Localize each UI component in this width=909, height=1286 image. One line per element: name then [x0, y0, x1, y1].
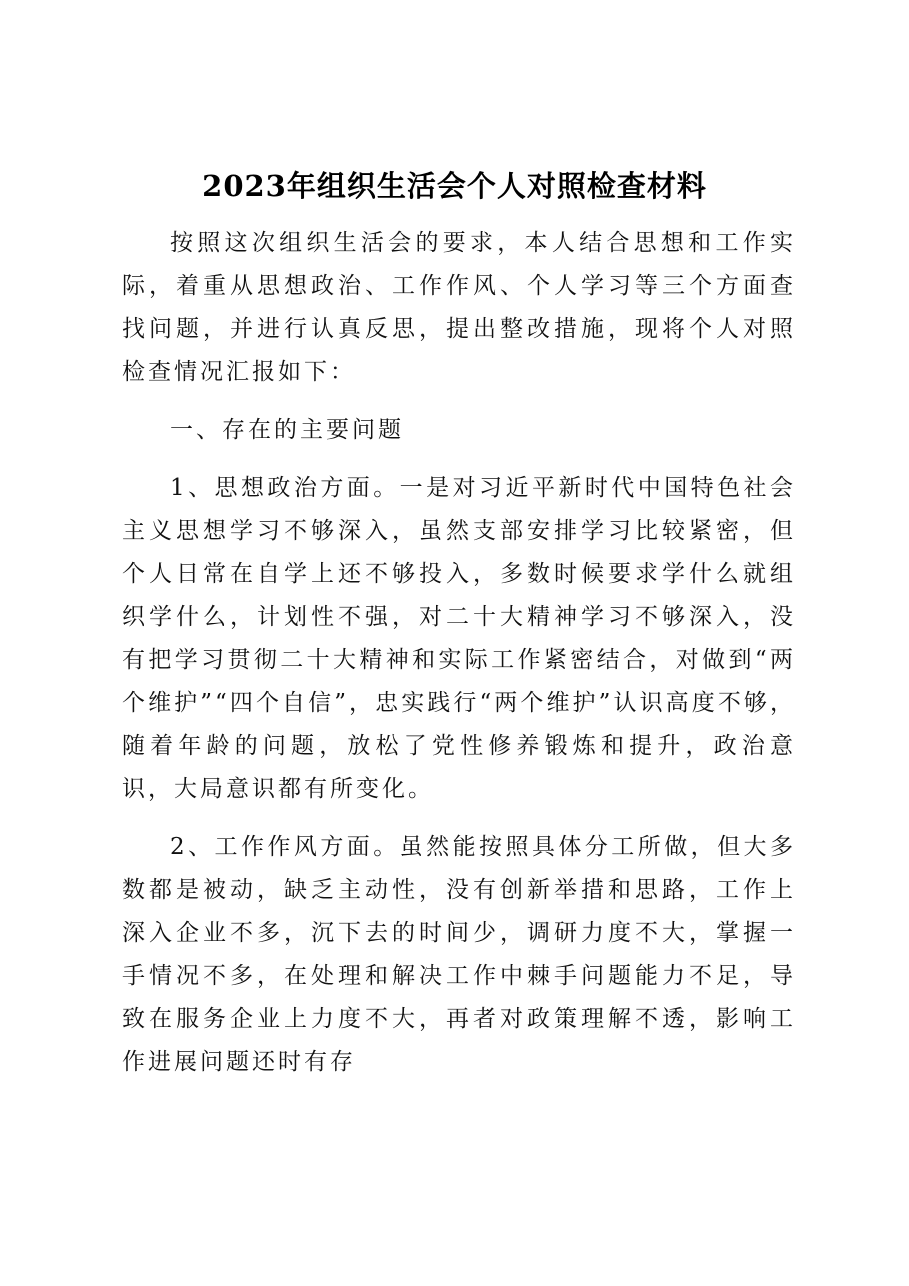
document-title: 2023年组织生活会个人对照检查材料	[202, 169, 707, 203]
section-heading: 一、存在的主要问题	[170, 417, 404, 443]
intro-paragraph: 按照这次组织生活会的要求，本人结合思想和工作实际，着重从思想政治、工作作风、个人学习等三个方面查找问题，并进行认真反思，提出整改措施，现将个人对照检查情况汇报如下：	[122, 230, 796, 385]
document-body	[122, 222, 796, 1084]
paragraph-gap	[122, 452, 796, 467]
paragraph-gap	[122, 394, 796, 409]
item-paragraph-1: 1、思想政治方面。一是对习近平新时代中国特色社会主义思想学习不够深入，虽然支部安排学习比较紧密，但个人日常在自学上还不够投入，多数时候要求学什么就组织学什么，计划性不强，对二十大精神学习不够深入，没有把学习贯彻二十大精神和实际工作紧密结合，对做到“两个维护”“四个自信”，忠实践行“两个维护”认识高度不够，随着年龄的问题，放松了党性修养锻炼和提升，政治意识，大局意识都有所变化。	[122, 475, 796, 802]
paragraph-gap	[122, 811, 796, 826]
item-paragraph-2: 2、工作作风方面。虽然能按照具体分工所做，但大多数都是被动，缺乏主动性，没有创新举措和思路，工作上深入企业不多，沉下去的时间少，调研力度不大，掌握一手情况不多，在处理和解决工作中棘手问题能力不足，导致在服务企业上力度不大，再者对政策理解不透，影响工作进展问题还时有存	[122, 834, 796, 1075]
